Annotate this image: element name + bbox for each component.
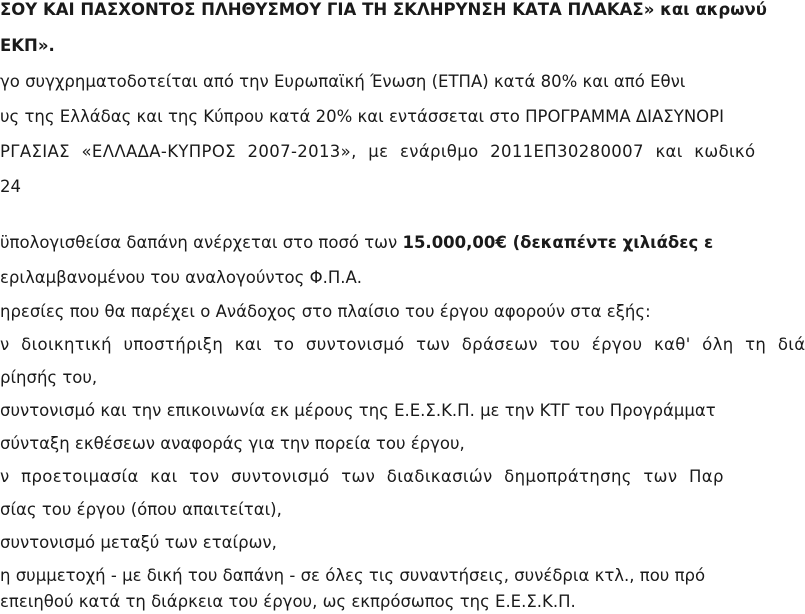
list-item-4-line-2: σίας του έργου (όπου απαιτείται), (0, 500, 282, 519)
funding-line-4: 24 (0, 177, 21, 196)
budget-line-2: εριλαμβανομένου του αναλογούντος Φ.Π.Α. (0, 268, 363, 287)
funding-line-2: υς της Ελλάδας και της Κύπρου κατά 20% και εντάσσεται στο ΠΡΟΓΡΑΜΜΑ ΔΙΑΣΥΝΟΡΙ (0, 107, 724, 126)
funding-line-1: γο συγχρηματοδοτείται από την Ευρωπαϊκή Ένωση (ΕΤΠΑ) κατά 80% και από Εθνι (0, 72, 686, 91)
services-intro: ηρεσίες που θα παρέχει ο Ανάδοχος στο πλαίσιο του έργου αφορούν στα εξής: (0, 302, 651, 321)
list-item-5: συντονισμό μεταξύ των εταίρων, (0, 533, 277, 552)
list-item-1-line-1: ν διοικητική υποστήριξη και το συντονισμό των δράσεων του έργου καθ' όλη τη διά (0, 335, 805, 354)
budget-line-1 (0, 233, 713, 255)
budget-text: ϋπολογισθείσα δαπάνη ανέρχεται στο ποσό των (0, 233, 403, 252)
list-item-3: σύνταξη εκθέσεων αναφοράς για την πορεία του έργου, (0, 434, 465, 453)
list-item-6: η συμμετοχή - με δική του δαπάνη - σε όλες τις συναντήσεις, συνέδρια κτλ., που πρό (0, 566, 706, 585)
list-item-1-line-2: ρίησής του, (0, 368, 98, 387)
list-item-7-partial: επειηθού κατά τη διάρκεια του έργου, ως εκπρόσωπος της Ε.Ε.Σ.Κ.Π. (0, 592, 576, 611)
list-item-4-line-1: ν προετοιμασία και τον συντονισμό των διαδικασιών δημοπράτησης των Παρ (0, 467, 724, 486)
list-item-2: συντονισμό και την επικοινωνία εκ μέρους της Ε.Ε.Σ.Κ.Π. με την ΚΤΓ του Προγράμματ (0, 401, 716, 420)
title-line-1: ΣΟΥ ΚΑΙ ΠΑΣΧΟΝΤΟΣ ΠΛΗΘΥΣΜΟΥ ΓΙΑ ΤΗ ΣΚΛΗΡΥΝΣΗ ΚΑΤΑ ΠΛΑΚΑΣ» και ακρωνύ (0, 0, 767, 19)
budget-amount: 15.000,00€ (δεκαπέντε χιλιάδες ε (402, 233, 714, 252)
title-line-2: ΕΚΠ». (0, 36, 55, 55)
funding-line-3: ΡΓΑΣΙΑΣ «ΕΛΛΑΔΑ-ΚΥΠΡΟΣ 2007-2013», με ενάριθμο 2011ΕΠ30280007 και κωδικό (0, 142, 756, 161)
